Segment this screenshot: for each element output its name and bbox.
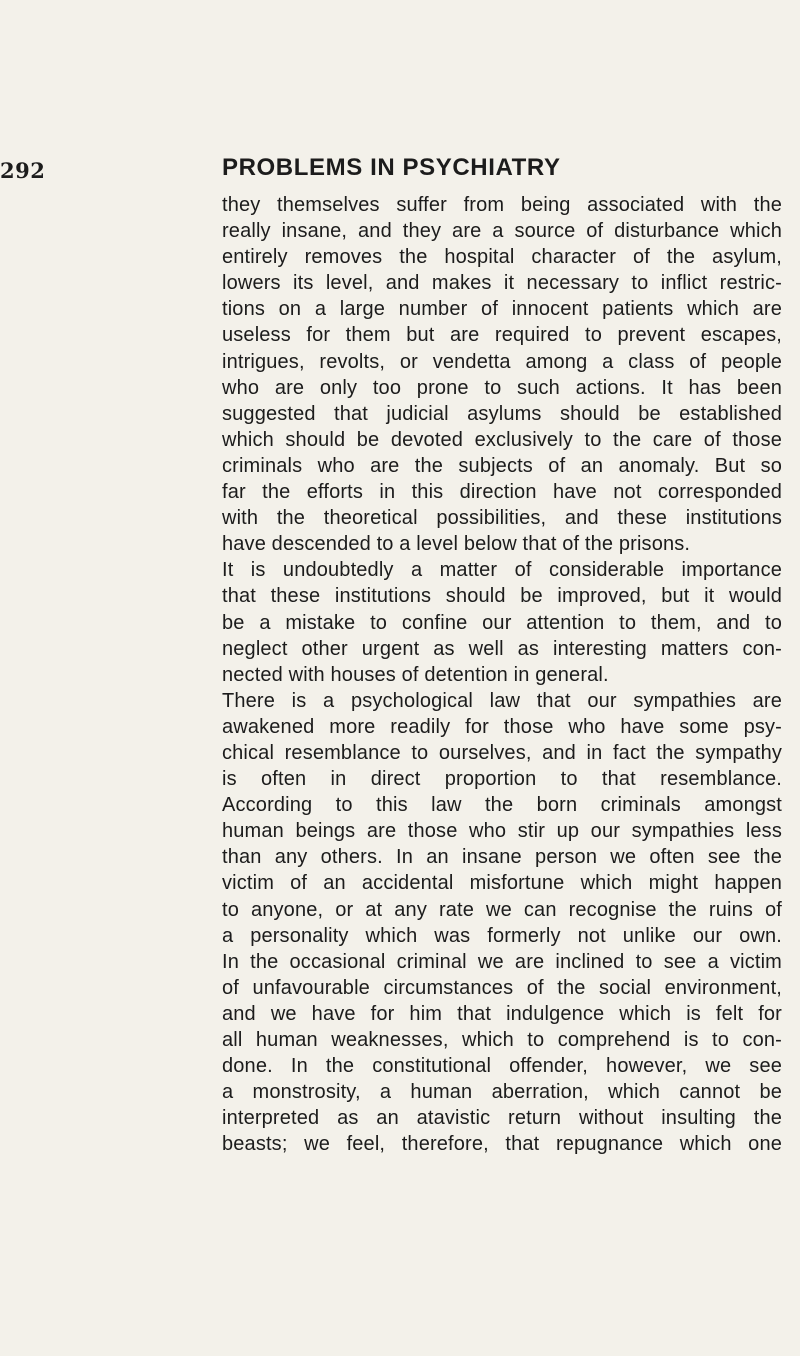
text-line: a monstrosity, a human aberration, which cannot be (222, 1081, 782, 1104)
text-line: entirely removes the hospital character of the asylum, (222, 246, 782, 269)
text-line: awakened more readily for those who have some psy- (222, 715, 782, 738)
text-line: It is undoubtedly a matter of considerable importance (222, 559, 782, 582)
text-line: neglect other urgent as well as interesting matters con- (222, 637, 782, 660)
page-title: PROBLEMS IN PSYCHIATRY (222, 154, 561, 181)
text-line: There is a psychological law that our sympathies are (222, 689, 782, 712)
text-line: with the theoretical possibilities, and these institutions (222, 507, 782, 530)
text-line: to anyone, or at any rate we can recognise the ruins of (222, 898, 782, 921)
text-line: interpreted as an atavistic return without insulting the (222, 1107, 782, 1130)
text-line: nected with houses of detention in general. (222, 663, 609, 686)
text-line: done. In the constitutional offender, however, we see (222, 1055, 782, 1078)
text-line: all human weaknesses, which to comprehend is to con- (222, 1029, 782, 1051)
text-line: and we have for him that indulgence which is felt for (222, 1002, 782, 1025)
text-line: be a mistake to confine our attention to them, and to (222, 611, 782, 634)
text-line: suggested that judicial asylums should be established (222, 402, 782, 425)
text-line: useless for them but are required to prevent escapes, (222, 324, 782, 347)
text-line: human beings are those who stir up our sympathies less (222, 820, 782, 843)
text-line: than any others. In an insane person we often see the (222, 846, 782, 869)
text-line: lowers its level, and makes it necessary to inflict restric- (222, 272, 782, 295)
text-line: really insane, and they are a source of disturbance which (222, 220, 782, 243)
running-head (0, 150, 782, 186)
text-line: In the occasional criminal we are inclined to see a victim (222, 950, 782, 973)
text-line: tions on a large number of innocent patients which are (222, 298, 782, 321)
text-line: chical resemblance to ourselves, and in fact the sympathy (222, 741, 782, 764)
text-line: According to this law the born criminals amongst (222, 794, 782, 817)
text-line: have descended to a level below that of the prisons. (222, 533, 691, 556)
body-text (222, 192, 782, 1157)
text-line: far the efforts in this direction have not corresponded (222, 481, 782, 504)
text-line: victim of an accidental misfortune which might happen (222, 872, 782, 895)
text-line: which should be devoted exclusively to the care of those (222, 428, 782, 451)
text-line: that these institutions should be improved, but it would (222, 585, 782, 608)
text-line: is often in direct proportion to that resemblance. (222, 768, 782, 791)
text-line: they themselves suffer from being associated with the (222, 194, 782, 216)
text-line: a personality which was formerly not unlike our own. (222, 924, 782, 947)
text-line: criminals who are the subjects of an anomaly. But so (222, 454, 782, 477)
page-number: 292 (0, 158, 46, 183)
text-line: of unfavourable circumstances of the social environment, (222, 976, 782, 999)
text-line: who are only too prone to such actions. It has been (222, 376, 782, 399)
text-line: intrigues, revolts, or vendetta among a class of people (222, 350, 782, 373)
text-line: beasts; we feel, therefore, that repugnance which one (222, 1133, 782, 1156)
